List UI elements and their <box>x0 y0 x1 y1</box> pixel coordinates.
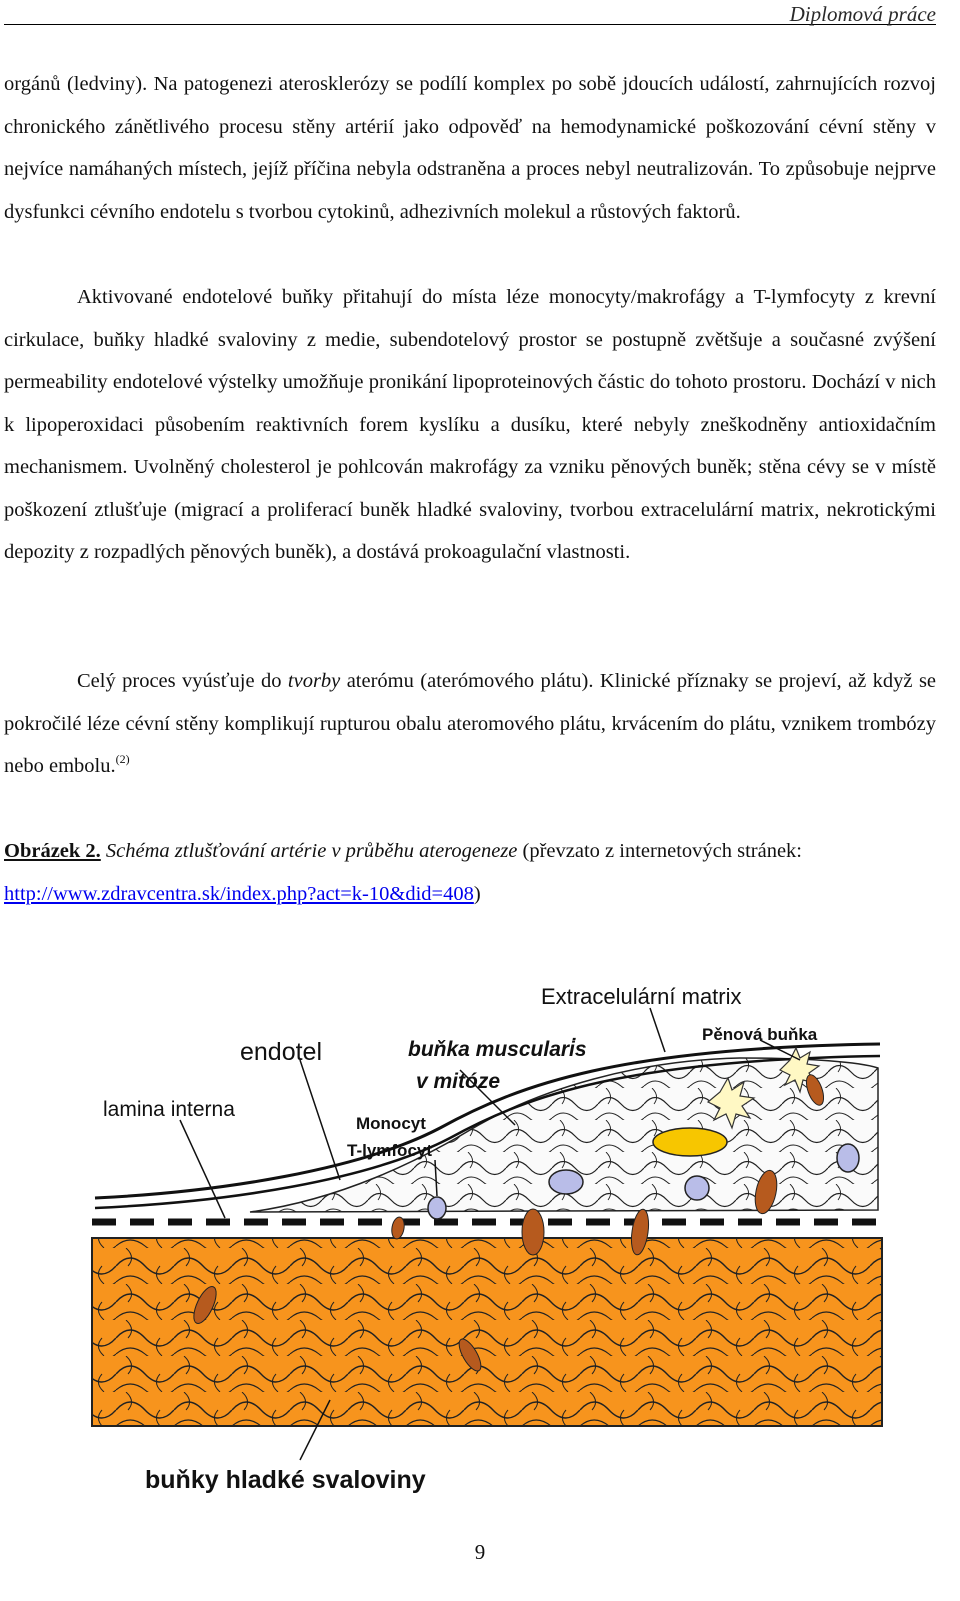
label-muscularis-cell-line-1: buňka musculari̇s <box>408 1038 587 1061</box>
smooth-muscle-cell <box>522 1209 544 1255</box>
label-extracellular-matrix: Extracelulární matrix <box>541 984 742 1009</box>
figure-caption <box>4 830 936 915</box>
body-paragraph-1: orgánů (ledviny). Na patogenezi aterosklerózy se podílí komplex po sobě jdoucích událostí, zahrnujících rozvoj chronického zánětlivého procesu stěny artérií jako odpověď na hemodynamické poškozování cévní stěny v nejvíce namáhaných místech, jejíž příčina nebyla odstraněna a proces nebyl neutralizován. To způsobuje nejprve dysfunkci cévního endotelu s tvorbou cytokinů, adhezivních molekul a růstových faktorů. <box>4 73 936 223</box>
monocyte-cell <box>549 1170 583 1194</box>
monocyte-cell <box>837 1144 859 1172</box>
page-number: 9 <box>474 1540 486 1564</box>
arterial-wall-diagram <box>0 960 960 1520</box>
label-lamina-interna: lamina interna <box>103 1098 235 1121</box>
label-t-lymphocyte: T-lymfocyt <box>347 1141 433 1160</box>
monocyte-cell <box>685 1176 709 1200</box>
page-header <box>4 0 936 25</box>
body-paragraph-2: Aktivované endotelové buňky přitahují do místa léze monocyty/makrofágy a T-lymfocyty z krevní cirkulace, buňky hladké svaloviny z medie, subendotelový prostor se postupně zvětšuje a současné zvýšení permeability endotelové výstelky umožňuje pronikání lipoproteinových částic do tohoto prostoru. Dochází v nich k lipoperoxidaci působením reaktivních forem kyslíku a dusíku, které nebyly zneškodněny antioxidačním mechanismem. Uvolněný cholesterol je pohlcován makrofágy za vzniku pěnových buněk; stěna cévy se v místě poškození ztlušťuje (migrací a proliferací buněk hladké svaloviny, tvorbou extracelulární matrix, nekrotickými depozity z rozpadlých pěnových buněk), a dostává prokoagulační vlastnosti. <box>4 286 936 563</box>
caption-source-link[interactable]: http://www.zdravcentra.sk/index.php?act=k-10&did=408 <box>4 882 474 905</box>
monocyte-cell <box>428 1197 446 1219</box>
paragraph-3-italic: tvorby <box>287 670 341 692</box>
leader-line <box>300 1060 340 1180</box>
label-monocyte: Monocyt <box>356 1114 426 1133</box>
leader-line <box>180 1120 225 1218</box>
caption-source-text: (převzato z internetových stránek: <box>522 840 803 862</box>
label-smooth-muscle-cells: buňky hladké svaloviny <box>145 1466 426 1494</box>
label-endothelium: endotel <box>240 1038 323 1066</box>
smooth-muscle-cell <box>390 1216 406 1240</box>
header-title: Diplomová práce <box>789 2 936 26</box>
paragraph-3-rest: aterómu (aterómového plátu). Klinické příznaky se projeví, až když se pokročilé léze cévní stěny komplikují rupturou obalu ateromového plátu, krvácením do plátu, vznikem trombózy nebo embolu. <box>4 670 937 777</box>
citation-superscript: (2) <box>115 752 130 766</box>
body-paragraph-3 <box>4 660 936 788</box>
lipid-droplet <box>653 1128 727 1156</box>
leader-line <box>650 1008 665 1052</box>
label-muscularis-cell-line-2: v mitóze <box>416 1070 501 1093</box>
caption-close: ) <box>473 882 481 905</box>
media-fibre-network <box>92 1238 882 1426</box>
caption-title: Schéma ztlušťování artérie v průběhu aterogeneze <box>105 840 518 862</box>
paragraph-3-start: Celý proces vyúsťuje do <box>77 670 282 692</box>
caption-label: Obrázek 2. <box>4 840 101 862</box>
label-foam-cell: Pěnová buňka <box>702 1025 818 1044</box>
